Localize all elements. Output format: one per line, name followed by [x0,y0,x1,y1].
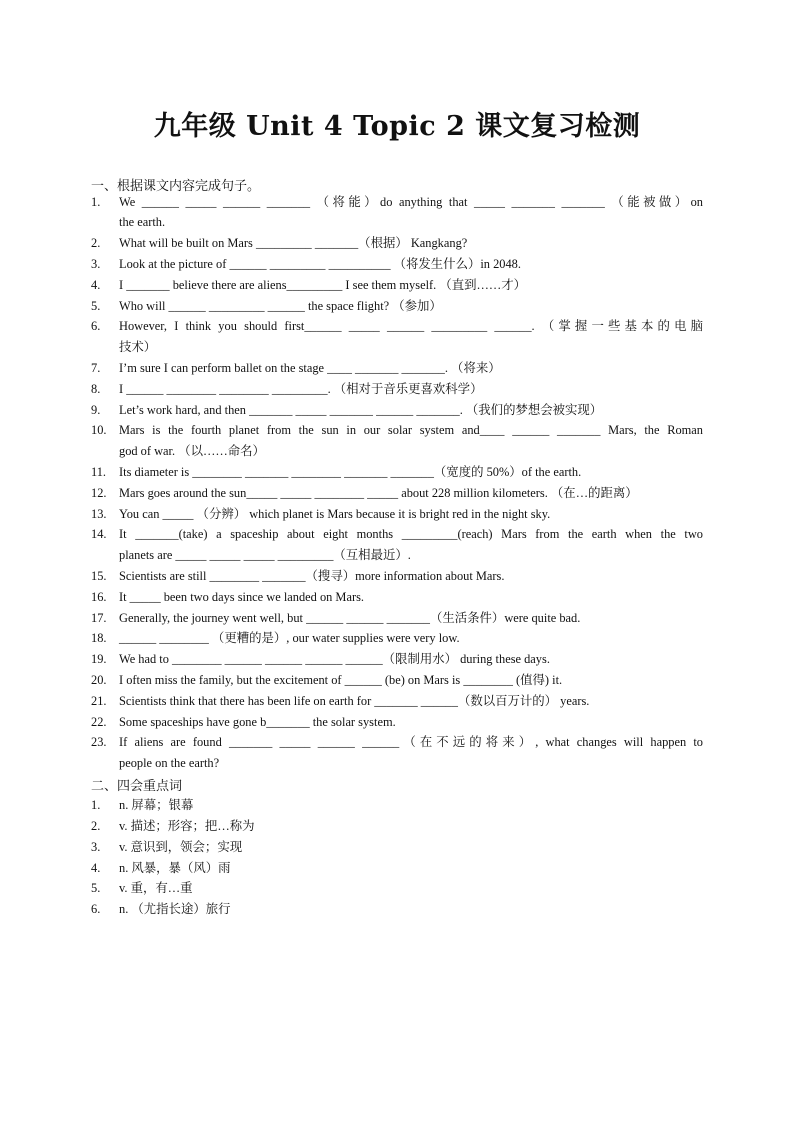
list-item [91,587,703,607]
item-text: It _______(take) a spaceship about eight months _________(reach) Mars from the earth when the two [119,527,703,541]
list-item [91,566,703,586]
item-number: 3. [91,257,101,271]
item-number: 4. [91,278,101,292]
item-number: 2. [91,819,101,833]
list-item [91,275,703,295]
item-text: Scientists think that there has been life on earth for _______ ______（数以百万计的） years. [119,694,590,708]
item-text: n. （尤指长途）旅行 [119,902,231,916]
list-item [91,504,703,524]
list-item [91,400,703,420]
item-text: What will be built on Mars _________ _______（根据） Kangkang? [119,236,468,250]
item-number: 23. [91,735,107,749]
list-item [91,649,703,669]
item-number: 7. [91,361,101,375]
item-text: Scientists are still ________ _______（搜寻）more information about Mars. [119,569,505,583]
item-number: 21. [91,694,107,708]
item-text: Let’s work hard, and then _______ _____ _______ ______ _______. （我们的梦想会被实现） [119,403,603,417]
item-continuation: 技术） [119,340,157,354]
item-number: 6. [91,902,101,916]
item-text: Who will ______ _________ ______ the space flight? （参加） [119,299,442,313]
section-2-heading: 二、四会重点词 [91,779,183,794]
item-number: 5. [91,881,101,895]
page-title: 九年级 Unit 4 Topic 2 课文复习检测 [153,111,641,142]
list-item [91,192,703,212]
list-item [91,524,703,544]
list-item [91,296,703,316]
list-item [91,691,703,711]
item-number: 17. [91,611,107,625]
item-number: 2. [91,236,101,250]
item-number: 9. [91,403,101,417]
item-text: I ______ ________ ________ _________. （相对于音乐更喜欢科学） [119,382,483,396]
item-text: Mars is the fourth planet from the sun in our solar system and____ ______ _______ Mars, the Roman [119,423,703,437]
list-item [91,628,703,648]
list-item [91,316,703,336]
item-number: 4. [91,861,101,875]
item-text: However, I think you should first______ _____ ______ _________ ______. （掌握一些基本的电脑 [119,319,703,333]
item-number: 14. [91,527,107,541]
item-number: 19. [91,652,107,666]
list-item [91,358,703,378]
item-number: 15. [91,569,107,583]
item-continuation: the earth. [119,215,166,229]
item-number: 18. [91,631,107,645]
item-text: I’m sure I can perform ballet on the stage ____ _______ _______. （将来） [119,361,501,375]
item-number: 12. [91,486,107,500]
list-item [91,712,703,732]
item-text: We had to ________ ______ ______ ______ ______（限制用水） during these days. [119,652,550,666]
item-number: 1. [91,798,101,812]
item-text: I _______ believe there are aliens_________ I see them myself. （直到……才） [119,278,527,292]
item-text: n. 屏幕；银幕 [119,798,194,812]
item-text: If aliens are found _______ _____ ______ ______（在不远的将来）, what changes will happen to [119,735,703,749]
item-text: v. 重，有…重 [119,881,193,895]
list-item [91,462,703,482]
item-number: 1. [91,195,101,209]
item-number: 3. [91,840,101,854]
list-item [91,379,703,399]
item-number: 11. [91,465,107,479]
item-text: Generally, the journey went well, but ______ ______ _______（生活条件）were quite bad. [119,611,581,625]
item-number: 20. [91,673,107,687]
item-continuation: planets are _____ _____ _____ _________（互相最近）. [119,548,411,562]
item-number: 6. [91,319,101,333]
list-item [91,483,703,503]
item-text: ______ ________ （更糟的是）, our water supplies were very low. [119,631,460,645]
item-text: v. 描述；形容；把…称为 [119,819,255,833]
item-number: 10. [91,423,107,437]
list-item [91,732,703,752]
item-text: Mars goes around the sun_____ _____ ________ _____ about 228 million kilometers. （在…的距离） [119,486,638,500]
item-text: Look at the picture of ______ _________ __________ （将发生什么）in 2048. [119,257,521,271]
list-item [91,670,703,690]
item-number: 16. [91,590,107,604]
item-continuation: people on the earth? [119,756,220,770]
section-1-heading: 一、根据课文内容完成句子。 [91,179,261,194]
item-number: 13. [91,507,107,521]
item-text: You can _____ （分辨） which planet is Mars because it is bright red in the night sky. [119,507,551,521]
item-text: Its diameter is ________ _______ ________ _______ _______（宽度的 50%）of the earth. [119,465,582,479]
item-continuation: god of war. （以……命名） [119,444,265,458]
item-number: 22. [91,715,107,729]
item-text: We ______ _____ ______ _______ （将能）do anything that _____ _______ _______ （能被做）on [119,195,703,209]
item-text: n. 风暴，暴（风）雨 [119,861,231,875]
item-text: v. 意识到，领会；实现 [119,840,243,854]
item-text: Some spaceships have gone b_______ the solar system. [119,715,396,729]
item-number: 8. [91,382,101,396]
item-number: 5. [91,299,101,313]
list-item [91,420,703,440]
list-item [91,233,703,253]
item-text: I often miss the family, but the excitement of ______ (be) on Mars is ________ (值得) it. [119,673,563,687]
item-text: It _____ been two days since we landed on Mars. [119,590,364,604]
list-item [91,254,703,274]
list-item [91,608,703,628]
